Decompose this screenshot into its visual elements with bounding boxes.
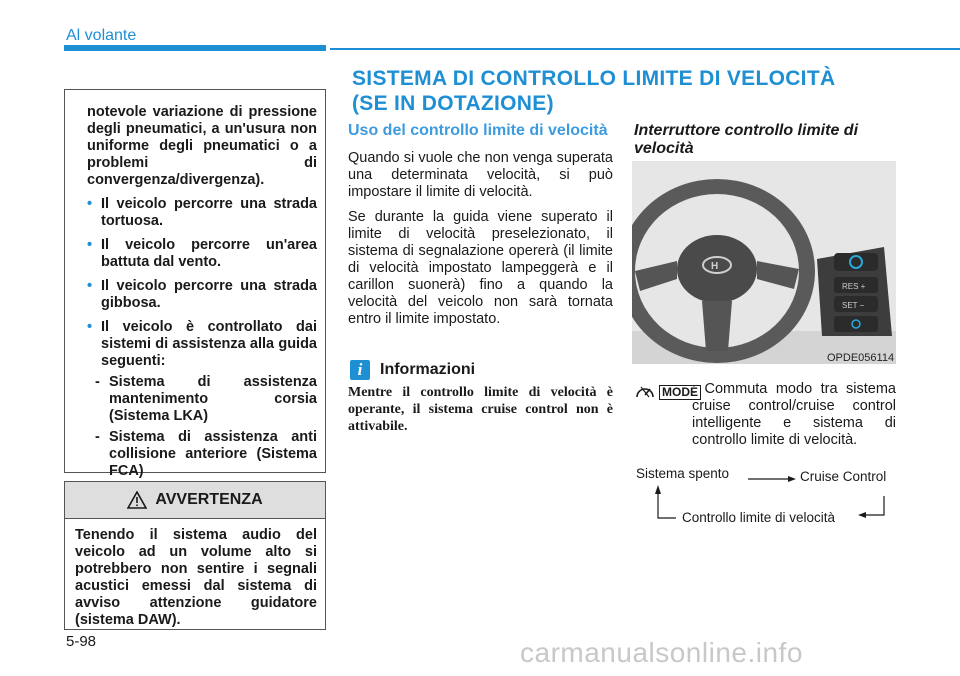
sub-item (87, 429, 317, 480)
state-limit: Controllo limite di velocità (682, 510, 836, 525)
speed-limiter-icon (634, 384, 656, 400)
info-header (350, 360, 475, 380)
bullet-item: • Il veicolo percorre un'area battuta dal vento. (87, 237, 317, 271)
switch-heading: Interruttore controllo limite di velocità (634, 122, 859, 157)
control-pad (817, 247, 892, 336)
sub-item-text: Sistema di assistenza anti collisione anteriore (Sistema FCA) (109, 429, 317, 479)
bullet-item: • Il veicolo è controllato dai sistemi di assistenza alla guida seguenti: (87, 319, 317, 370)
page-number: 5-98 (66, 633, 97, 650)
usage-paragraph-1: Quando si vuole che non venga superata una determinata velocità, si può impostare il limite di velocità. (348, 150, 613, 200)
header-rule (330, 48, 960, 50)
info-text: Mentre il controllo limite di velocità è operante, il sistema cruise control non è attivabile. (348, 385, 613, 434)
watermark: carmanualsonline.info (520, 637, 803, 668)
bullet-item: • Il veicolo percorre una strada tortuosa. (87, 196, 317, 230)
warning-box (64, 481, 326, 630)
conditions-box (64, 89, 326, 479)
bullet-item: • Il veicolo percorre una strada gibbosa. (87, 278, 317, 312)
state-cruise: Cruise Control (800, 469, 887, 484)
warning-title: AVVERTENZA (155, 491, 263, 508)
res-button-label: RES + (842, 282, 866, 291)
cycle-arrows (630, 462, 900, 532)
section-title-line2: (SE IN DOTAZIONE) (352, 92, 554, 115)
warning-header (65, 482, 325, 519)
steering-wheel-illustration (632, 161, 896, 364)
info-title: Informazioni (380, 361, 476, 378)
usage-paragraph-2: Se durante la guida viene superato il limite di velocità preselezionato, il sistema di segnalazione opererà (il limite di velocità impostato lampeggerà e il carillon suonerà) fino a quando la velocità del veicolo non sarà tornata entro il limite impostato. (348, 209, 613, 327)
info-icon: i (350, 360, 370, 380)
sub-item (87, 374, 317, 425)
dash-marker: - (95, 429, 100, 445)
image-code: OPDE056114 (827, 352, 895, 364)
mode-label: MODE (659, 385, 701, 400)
conditions-intro: notevole variazione di pressione degli pneumatici, a un'usura non uniforme degli pneumatici o a problemi di convergenza/divergenza). (87, 104, 317, 188)
mode-cycle-diagram (630, 462, 900, 532)
warning-text: Tenendo il sistema audio del veicolo ad un volume alto si potrebbero non sentire i segnali acustici emessi dal sistema di avviso attenzione guidatore (sistema DAW). (75, 527, 317, 628)
svg-text:H: H (711, 261, 719, 272)
state-off: Sistema spento (636, 466, 730, 481)
sub-item-text: Sistema di assistenza mantenimento corsia (Sistema LKA) (109, 374, 317, 424)
dash-marker: - (95, 374, 100, 390)
usage-heading: Uso del controllo limite di velocità (348, 122, 608, 139)
header-bar (64, 45, 326, 51)
section-label: Al volante (66, 27, 137, 44)
section-title (352, 66, 835, 116)
usage-column (348, 122, 613, 328)
mode-description: : Commuta modo tra sistema cruise control/cruise control intelligente e sistema di controllo limite di velocità. (692, 381, 896, 448)
mode-symbol (634, 384, 701, 400)
warning-icon (127, 491, 147, 509)
set-button-label: SET − (842, 301, 865, 310)
section-title-line1: SISTEMA DI CONTROLLO LIMITE DI VELOCITÀ (352, 67, 836, 90)
steering-wheel-photo (632, 161, 896, 364)
